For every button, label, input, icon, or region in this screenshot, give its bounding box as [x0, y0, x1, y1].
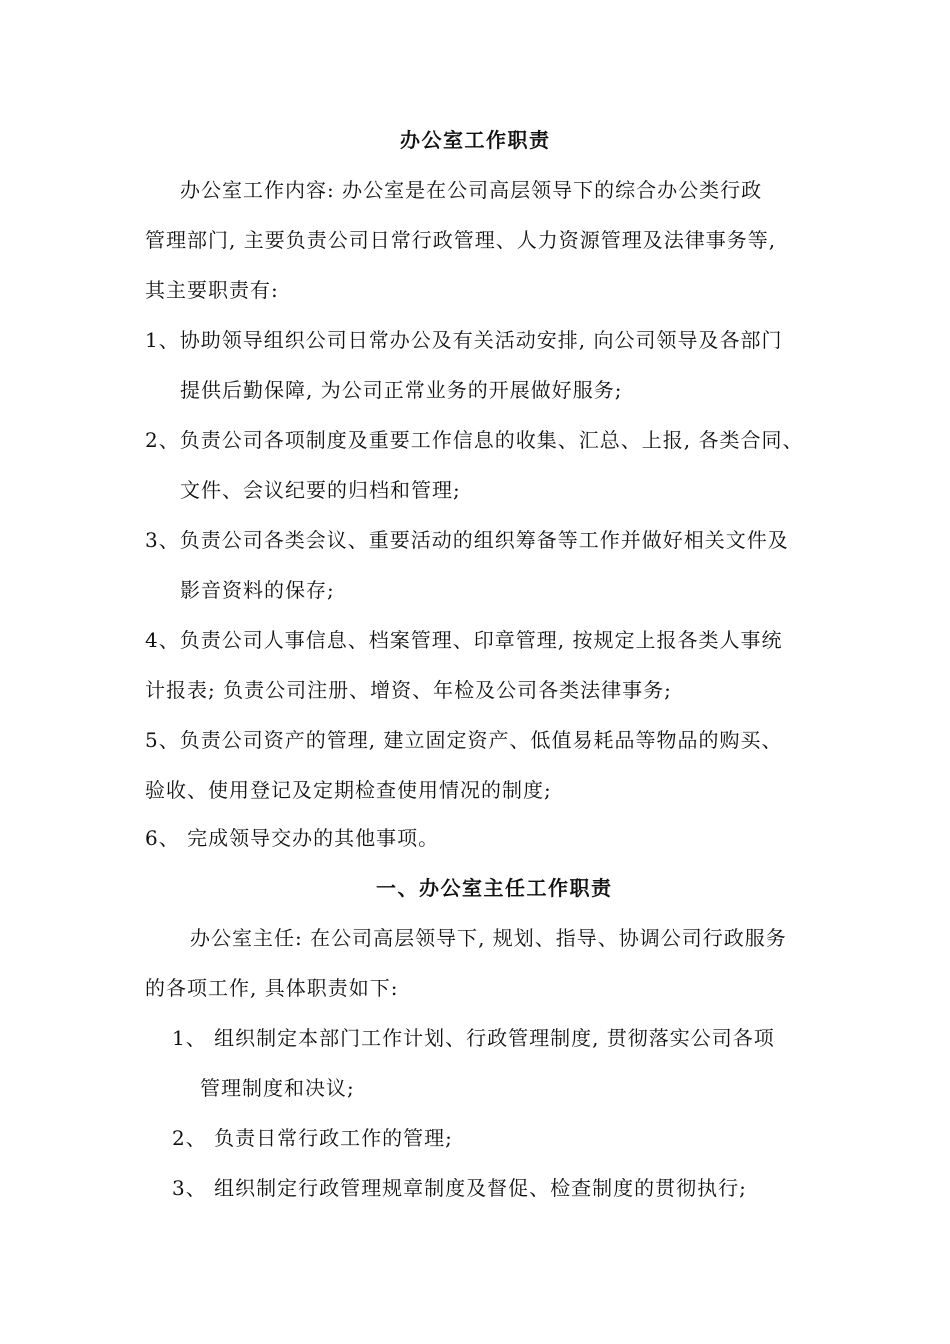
duty-item-3: 3、负责公司各类会议、重要活动的组织筹备等工作并做好相关文件及: [145, 528, 789, 552]
section-intro-line: 的各项工作, 具体职责如下:: [145, 976, 399, 1000]
duty-item-5-cont: 验收、使用登记及定期检查使用情况的制度;: [145, 778, 552, 802]
duty-item-2: 2、负责公司各项制度及重要工作信息的收集、汇总、上报, 各类合同、: [145, 428, 804, 452]
intro-line: 办公室工作内容: 办公室是在公司高层领导下的综合办公类行政: [180, 178, 763, 202]
duty-item-1-cont: 提供后勤保障, 为公司正常业务的开展做好服务;: [180, 378, 623, 402]
duty-item-4: 4、负责公司人事信息、档案管理、印章管理, 按规定上报各类人事统: [145, 628, 783, 652]
document-title: 办公室工作职责: [400, 128, 551, 152]
duty-item-6: 6、 完成领导交办的其他事项。: [145, 826, 440, 850]
duty-item-3-cont: 影音资料的保存;: [180, 578, 335, 602]
director-item-1: 1、 组织制定本部门工作计划、行政管理制度, 贯彻落实公司各项: [172, 1026, 775, 1050]
duty-item-1: 1、协助领导组织公司日常办公及有关活动安排, 向公司领导及各部门: [145, 328, 783, 352]
section-intro-line: 办公室主任: 在公司高层领导下, 规划、指导、协调公司行政服务: [190, 926, 787, 950]
director-item-1-cont: 管理制度和决议;: [200, 1076, 355, 1100]
duty-item-5: 5、负责公司资产的管理, 建立固定资产、低值易耗品等物品的购买、: [145, 728, 783, 752]
duty-item-4-cont: 计报表; 负责公司注册、增资、年检及公司各类法律事务;: [145, 678, 672, 702]
section-heading: 一、办公室主任工作职责: [376, 876, 613, 900]
intro-line: 管理部门, 主要负责公司日常行政管理、人力资源管理及法律事务等,: [145, 228, 777, 252]
duty-item-2-cont: 文件、会议纪要的归档和管理;: [180, 478, 461, 502]
director-item-3: 3、 组织制定行政管理规章制度及督促、检查制度的贯彻执行;: [172, 1176, 747, 1200]
intro-line: 其主要职责有:: [145, 278, 279, 302]
director-item-2: 2、 负责日常行政工作的管理;: [172, 1126, 453, 1150]
